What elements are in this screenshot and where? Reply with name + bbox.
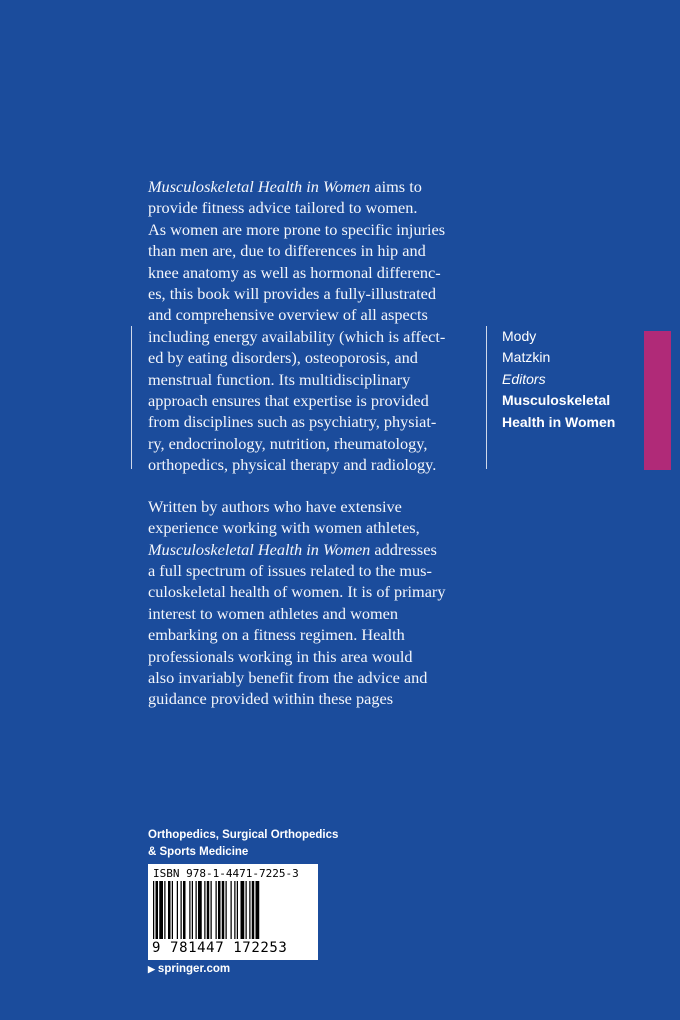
barcode-bar xyxy=(189,881,190,939)
barcode-bar xyxy=(234,881,235,939)
barcode-bar xyxy=(252,881,255,939)
left-divider xyxy=(131,326,132,469)
barcode-bar xyxy=(218,881,221,939)
book-title-line: Health in Women xyxy=(502,413,616,430)
subject-category: Orthopedics, Surgical Orthopedics & Sports Medicine xyxy=(148,829,339,858)
barcode-bar xyxy=(211,881,212,939)
barcode-bar xyxy=(249,881,250,939)
middle-divider xyxy=(486,326,487,469)
barcode-bar xyxy=(159,881,163,939)
barcode-bar xyxy=(216,881,217,939)
barcode-digits: 9 781447 172253 xyxy=(152,940,288,956)
isbn-barcode xyxy=(148,864,318,960)
book-title-line: Musculoskeletal xyxy=(502,392,611,409)
publisher-url: springer.com xyxy=(157,963,231,975)
barcode-bar xyxy=(231,881,232,939)
barcode-bar xyxy=(181,881,182,939)
barcode-bar xyxy=(246,881,247,939)
barcode-bar xyxy=(168,881,171,939)
barcode-bar xyxy=(153,881,154,939)
publisher-link[interactable] xyxy=(148,963,230,975)
blurb-text xyxy=(148,176,478,710)
barcode-bar xyxy=(204,881,205,939)
isbn-label: ISBN 978-1-4471-7225-3 xyxy=(153,867,299,880)
book-title-italic: Musculoskeletal Health in Women xyxy=(148,177,371,196)
barcode-bar xyxy=(222,881,225,939)
editors-role-label: Editors xyxy=(502,370,546,387)
barcode-bar xyxy=(226,881,227,939)
barcode-bar xyxy=(198,881,202,939)
editor-name: Mody xyxy=(502,328,537,344)
barcode-bar xyxy=(192,881,193,939)
blurb-paragraph-2: Written by authors who have extensive experience working with women athletes, Musculoskeletal Health in Women addresses a full spectrum of issues related to the mus- culoskeletal health of women. It is of primary interest to women athletes and women embarking on a fitness regimen. Health professionals working in this area would also invariably benefit from the advice and guidance provided within these pages xyxy=(148,496,446,709)
accent-color-bar xyxy=(644,331,671,470)
blurb-paragraph-1: Musculoskeletal Health in Women aims to provide fitness advice tailored to women. As women are more prone to specific injuries than men are, due to differences in hip and knee anatomy as well as hormonal differenc- es, this book will provides a fully-illustrated and comprehensive overview of all aspects including energy availability (which is affect- ed by eating disorders), osteoporosis, and menstrual function. Its multidisciplinary approach ensures that expertise is provided from disciplines such as psychiatry, physiat- ry, endocrinology, nutrition, rheumatology, orthopedics, physical therapy and radiology. xyxy=(148,177,446,475)
barcode-bar xyxy=(164,881,165,939)
book-title-italic: Musculoskeletal Health in Women xyxy=(148,539,371,559)
barcode-bar xyxy=(241,881,245,939)
barcode-bar xyxy=(183,881,186,939)
barcode-bar xyxy=(196,881,197,939)
barcode-bar xyxy=(172,881,173,939)
editors-and-title xyxy=(502,326,632,433)
barcode-bar xyxy=(256,881,260,939)
barcode-bars xyxy=(153,881,313,939)
barcode-bar xyxy=(237,881,238,939)
editor-name: Matzkin xyxy=(502,349,551,366)
barcode-bar xyxy=(207,881,210,939)
arrow-right-icon: ▶ xyxy=(148,964,155,974)
barcode-bar xyxy=(177,881,178,939)
barcode-bar xyxy=(156,881,159,939)
